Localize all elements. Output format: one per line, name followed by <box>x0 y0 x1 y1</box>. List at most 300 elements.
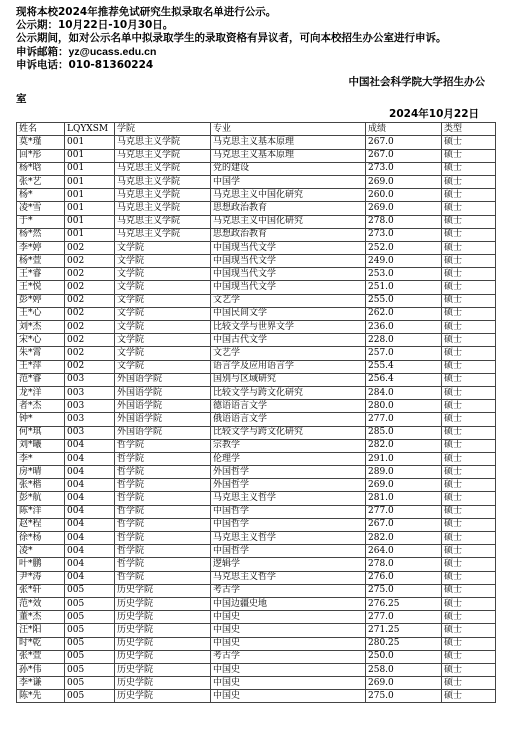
cell-code: 003 <box>65 413 115 426</box>
cell-major: 思想政治教育 <box>211 202 366 215</box>
cell-major: 马克思主义基本原理 <box>211 136 366 149</box>
table-row <box>17 663 496 676</box>
cell-code: 002 <box>65 321 115 334</box>
cell-score: 277.0 <box>366 413 442 426</box>
cell-code: 003 <box>65 373 115 386</box>
cell-score: 250.0 <box>366 650 442 663</box>
cell-school: 文学院 <box>115 347 211 360</box>
cell-name: 范*睿 <box>17 373 65 386</box>
cell-school: 外国语学院 <box>115 426 211 439</box>
cell-name: 叶*鹏 <box>17 558 65 571</box>
cell-type: 硕士 <box>442 492 496 505</box>
table-row <box>17 321 496 334</box>
cell-type: 硕士 <box>442 611 496 624</box>
cell-type: 硕士 <box>442 136 496 149</box>
table-row <box>17 624 496 637</box>
cell-school: 马克思主义学院 <box>115 136 211 149</box>
cell-score: 275.0 <box>366 584 442 597</box>
cell-code: 001 <box>65 189 115 202</box>
table-body <box>17 136 496 703</box>
table-row <box>17 413 496 426</box>
table-row <box>17 294 496 307</box>
table-row <box>17 281 496 294</box>
cell-score: 252.0 <box>366 241 442 254</box>
cell-name: 孙*伟 <box>17 663 65 676</box>
cell-type: 硕士 <box>442 228 496 241</box>
cell-name: 者*杰 <box>17 400 65 413</box>
cell-code: 002 <box>65 281 115 294</box>
cell-major: 中国现当代文学 <box>211 255 366 268</box>
cell-code: 003 <box>65 400 115 413</box>
cell-code: 005 <box>65 624 115 637</box>
cell-school: 历史学院 <box>115 650 211 663</box>
cell-score: 273.0 <box>366 228 442 241</box>
cell-type: 硕士 <box>442 532 496 545</box>
cell-name: 李*婷 <box>17 241 65 254</box>
cell-score: 262.0 <box>366 307 442 320</box>
cell-type: 硕士 <box>442 307 496 320</box>
cell-code: 001 <box>65 162 115 175</box>
cell-school: 哲学院 <box>115 545 211 558</box>
cell-type: 硕士 <box>442 518 496 531</box>
cell-major: 考古学 <box>211 650 366 663</box>
cell-type: 硕士 <box>442 321 496 334</box>
cell-score: 275.0 <box>366 690 442 703</box>
table-row <box>17 373 496 386</box>
header-name: 姓名 <box>17 123 65 136</box>
table-row <box>17 202 496 215</box>
table-row <box>17 162 496 175</box>
cell-major: 中国哲学 <box>211 545 366 558</box>
cell-code: 001 <box>65 202 115 215</box>
cell-score: 277.0 <box>366 611 442 624</box>
table-row <box>17 558 496 571</box>
cell-school: 马克思主义学院 <box>115 215 211 228</box>
cell-type: 硕士 <box>442 426 496 439</box>
header-code: LQYXSM <box>65 123 115 136</box>
appeal-phone-number: 010-81360224 <box>68 58 154 71</box>
cell-code: 002 <box>65 347 115 360</box>
table-row <box>17 241 496 254</box>
table-row <box>17 175 496 188</box>
cell-code: 002 <box>65 294 115 307</box>
cell-school: 外国语学院 <box>115 373 211 386</box>
table-row <box>17 479 496 492</box>
cell-school: 文学院 <box>115 334 211 347</box>
table-header-row <box>17 123 496 136</box>
cell-name: 汪*阳 <box>17 624 65 637</box>
cell-type: 硕士 <box>442 677 496 690</box>
cell-major: 马克思主义基本原理 <box>211 149 366 162</box>
cell-school: 外国语学院 <box>115 386 211 399</box>
cell-school: 马克思主义学院 <box>115 162 211 175</box>
cell-score: 267.0 <box>366 136 442 149</box>
cell-type: 硕士 <box>442 255 496 268</box>
cell-type: 硕士 <box>442 334 496 347</box>
cell-name: 于* <box>17 215 65 228</box>
table-row <box>17 584 496 597</box>
cell-score: 267.0 <box>366 149 442 162</box>
cell-score: 264.0 <box>366 545 442 558</box>
header-score: 成绩 <box>366 123 442 136</box>
cell-name: 李*谦 <box>17 677 65 690</box>
notice-appeal: 公示期间，如对公示名单中拟录取学生的录取资格有异议者，可向本校招生办公室进行申诉。 <box>16 32 447 45</box>
table-row <box>17 518 496 531</box>
cell-score: 280.25 <box>366 637 442 650</box>
cell-major: 俄语语言文学 <box>211 413 366 426</box>
cell-score: 251.0 <box>366 281 442 294</box>
admission-table <box>16 122 496 703</box>
cell-type: 硕士 <box>442 584 496 597</box>
cell-name: 杨*萱 <box>17 255 65 268</box>
cell-major: 党的建设 <box>211 162 366 175</box>
cell-type: 硕士 <box>442 281 496 294</box>
cell-school: 历史学院 <box>115 624 211 637</box>
cell-school: 历史学院 <box>115 597 211 610</box>
cell-score: 273.0 <box>366 162 442 175</box>
cell-score: 249.0 <box>366 255 442 268</box>
cell-type: 硕士 <box>442 624 496 637</box>
cell-major: 中国古代文学 <box>211 334 366 347</box>
cell-name: 范*效 <box>17 597 65 610</box>
cell-name: 回*彤 <box>17 149 65 162</box>
table-row <box>17 136 496 149</box>
cell-school: 哲学院 <box>115 518 211 531</box>
table-row <box>17 386 496 399</box>
cell-name: 张*萱 <box>17 650 65 663</box>
cell-score: 255.0 <box>366 294 442 307</box>
cell-code: 004 <box>65 452 115 465</box>
cell-code: 004 <box>65 518 115 531</box>
cell-major: 中国史 <box>211 637 366 650</box>
cell-major: 中国哲学 <box>211 518 366 531</box>
cell-score: 281.0 <box>366 492 442 505</box>
cell-score: 228.0 <box>366 334 442 347</box>
cell-school: 哲学院 <box>115 466 211 479</box>
cell-school: 哲学院 <box>115 492 211 505</box>
appeal-phone-label: 申诉电话： <box>16 58 69 71</box>
cell-score: 285.0 <box>366 426 442 439</box>
cell-name: 王*悦 <box>17 281 65 294</box>
cell-score: 267.0 <box>366 518 442 531</box>
cell-name: 张*楷 <box>17 479 65 492</box>
cell-major: 德语语言文学 <box>211 400 366 413</box>
cell-code: 005 <box>65 663 115 676</box>
cell-score: 278.0 <box>366 215 442 228</box>
cell-code: 004 <box>65 545 115 558</box>
cell-school: 文学院 <box>115 268 211 281</box>
cell-code: 001 <box>65 136 115 149</box>
cell-type: 硕士 <box>442 162 496 175</box>
cell-type: 硕士 <box>442 373 496 386</box>
table-row <box>17 189 496 202</box>
cell-code: 004 <box>65 532 115 545</box>
cell-school: 文学院 <box>115 294 211 307</box>
table-row <box>17 545 496 558</box>
cell-major: 中国史 <box>211 611 366 624</box>
cell-name: 时*乾 <box>17 637 65 650</box>
cell-code: 004 <box>65 439 115 452</box>
cell-name: 朱*霄 <box>17 347 65 360</box>
cell-code: 004 <box>65 505 115 518</box>
cell-major: 比较文学与跨文化研究 <box>211 426 366 439</box>
cell-major: 中国史 <box>211 690 366 703</box>
cell-name: 何*琪 <box>17 426 65 439</box>
cell-school: 历史学院 <box>115 611 211 624</box>
cell-type: 硕士 <box>442 202 496 215</box>
cell-name: 赵*程 <box>17 518 65 531</box>
cell-score: 258.0 <box>366 663 442 676</box>
table-row <box>17 215 496 228</box>
cell-code: 004 <box>65 571 115 584</box>
cell-name: 尹*涛 <box>17 571 65 584</box>
cell-school: 马克思主义学院 <box>115 189 211 202</box>
cell-type: 硕士 <box>442 571 496 584</box>
cell-school: 外国语学院 <box>115 413 211 426</box>
cell-code: 001 <box>65 215 115 228</box>
cell-score: 271.25 <box>366 624 442 637</box>
cell-major: 中国民间文学 <box>211 307 366 320</box>
cell-major: 文艺学 <box>211 294 366 307</box>
cell-major: 宗教学 <box>211 439 366 452</box>
cell-major: 思想政治教育 <box>211 228 366 241</box>
cell-major: 考古学 <box>211 584 366 597</box>
table-row <box>17 334 496 347</box>
cell-code: 005 <box>65 597 115 610</box>
cell-score: 276.0 <box>366 571 442 584</box>
cell-major: 中国史 <box>211 677 366 690</box>
cell-code: 002 <box>65 255 115 268</box>
table-row <box>17 347 496 360</box>
cell-type: 硕士 <box>442 175 496 188</box>
cell-name: 王*心 <box>17 307 65 320</box>
cell-score: 289.0 <box>366 466 442 479</box>
cell-major: 外国哲学 <box>211 479 366 492</box>
cell-school: 历史学院 <box>115 677 211 690</box>
cell-major: 中国哲学 <box>211 505 366 518</box>
cell-type: 硕士 <box>442 545 496 558</box>
cell-score: 255.4 <box>366 360 442 373</box>
issue-date: 2024年10月22日 <box>389 108 479 121</box>
cell-school: 哲学院 <box>115 505 211 518</box>
appeal-email-line <box>16 46 495 59</box>
cell-major: 中国边疆史地 <box>211 597 366 610</box>
cell-major: 马克思主义哲学 <box>211 571 366 584</box>
cell-code: 005 <box>65 650 115 663</box>
table-row <box>17 268 496 281</box>
cell-code: 004 <box>65 479 115 492</box>
cell-score: 282.0 <box>366 532 442 545</box>
appeal-email-label: 申诉邮箱： <box>16 45 69 58</box>
table-row <box>17 149 496 162</box>
issuing-office-wrap: 室 <box>16 93 27 106</box>
cell-school: 文学院 <box>115 321 211 334</box>
cell-type: 硕士 <box>442 452 496 465</box>
cell-name: 张*轩 <box>17 584 65 597</box>
table-row <box>17 637 496 650</box>
cell-name: 房*晴 <box>17 466 65 479</box>
table-row <box>17 360 496 373</box>
cell-type: 硕士 <box>442 360 496 373</box>
table-row <box>17 492 496 505</box>
table-row <box>17 307 496 320</box>
table-row <box>17 400 496 413</box>
cell-type: 硕士 <box>442 149 496 162</box>
table-row <box>17 426 496 439</box>
cell-school: 哲学院 <box>115 452 211 465</box>
cell-school: 哲学院 <box>115 439 211 452</box>
cell-score: 253.0 <box>366 268 442 281</box>
cell-name: 杨* <box>17 189 65 202</box>
cell-major: 外国哲学 <box>211 466 366 479</box>
cell-school: 文学院 <box>115 255 211 268</box>
cell-type: 硕士 <box>442 215 496 228</box>
table-row <box>17 571 496 584</box>
cell-type: 硕士 <box>442 637 496 650</box>
cell-school: 文学院 <box>115 281 211 294</box>
cell-type: 硕士 <box>442 413 496 426</box>
cell-name: 王*萍 <box>17 360 65 373</box>
cell-code: 001 <box>65 149 115 162</box>
notice-intro: 现将本校2024年推荐免试研究生拟录取名单进行公示。 <box>16 6 277 18</box>
cell-name: 刘*曦 <box>17 439 65 452</box>
cell-name: 张*艺 <box>17 175 65 188</box>
cell-school: 文学院 <box>115 241 211 254</box>
cell-name: 莫*瑾 <box>17 136 65 149</box>
cell-name: 宋*心 <box>17 334 65 347</box>
cell-name: 杨*然 <box>17 228 65 241</box>
cell-type: 硕士 <box>442 347 496 360</box>
cell-name: 彭*婷 <box>17 294 65 307</box>
table-row <box>17 690 496 703</box>
cell-name: 钟* <box>17 413 65 426</box>
appeal-email-link[interactable]: yz@ucass.edu.cn <box>68 45 157 58</box>
table-row <box>17 439 496 452</box>
table-row <box>17 611 496 624</box>
cell-major: 马克思主义中国化研究 <box>211 215 366 228</box>
table-row <box>17 597 496 610</box>
cell-score: 257.0 <box>366 347 442 360</box>
cell-score: 269.0 <box>366 479 442 492</box>
cell-code: 001 <box>65 228 115 241</box>
cell-type: 硕士 <box>442 663 496 676</box>
table-row <box>17 532 496 545</box>
table-row <box>17 255 496 268</box>
cell-name: 凌*雪 <box>17 202 65 215</box>
cell-score: 282.0 <box>366 439 442 452</box>
cell-type: 硕士 <box>442 597 496 610</box>
cell-major: 中国现当代文学 <box>211 281 366 294</box>
cell-name: 董*杰 <box>17 611 65 624</box>
cell-major: 马克思主义哲学 <box>211 492 366 505</box>
cell-type: 硕士 <box>442 294 496 307</box>
cell-type: 硕士 <box>442 268 496 281</box>
cell-school: 历史学院 <box>115 663 211 676</box>
cell-code: 004 <box>65 558 115 571</box>
cell-name: 彭*航 <box>17 492 65 505</box>
cell-major: 文艺学 <box>211 347 366 360</box>
cell-name: 刘*杰 <box>17 321 65 334</box>
notice-block <box>16 6 495 72</box>
cell-major: 中国现当代文学 <box>211 241 366 254</box>
cell-code: 005 <box>65 611 115 624</box>
cell-score: 291.0 <box>366 452 442 465</box>
cell-major: 马克思主义哲学 <box>211 532 366 545</box>
cell-school: 外国语学院 <box>115 400 211 413</box>
cell-name: 龙*洋 <box>17 386 65 399</box>
cell-major: 中国史 <box>211 624 366 637</box>
cell-major: 中国史 <box>211 663 366 676</box>
cell-code: 002 <box>65 360 115 373</box>
cell-type: 硕士 <box>442 690 496 703</box>
cell-code: 002 <box>65 241 115 254</box>
header-major: 专业 <box>211 123 366 136</box>
cell-code: 004 <box>65 466 115 479</box>
table-row <box>17 452 496 465</box>
cell-score: 269.0 <box>366 677 442 690</box>
cell-school: 马克思主义学院 <box>115 175 211 188</box>
cell-score: 278.0 <box>366 558 442 571</box>
cell-code: 002 <box>65 334 115 347</box>
cell-code: 001 <box>65 175 115 188</box>
cell-name: 徐*杨 <box>17 532 65 545</box>
cell-major: 国别与区域研究 <box>211 373 366 386</box>
cell-major: 马克思主义中国化研究 <box>211 189 366 202</box>
cell-major: 伦理学 <box>211 452 366 465</box>
cell-name: 李* <box>17 452 65 465</box>
appeal-phone-line <box>16 59 495 72</box>
cell-name: 杨*晗 <box>17 162 65 175</box>
issuing-office: 中国社会科学院大学招生办公 <box>348 76 485 89</box>
cell-school: 历史学院 <box>115 637 211 650</box>
cell-school: 马克思主义学院 <box>115 149 211 162</box>
cell-major: 语言学及应用语言学 <box>211 360 366 373</box>
cell-score: 236.0 <box>366 321 442 334</box>
cell-score: 269.0 <box>366 202 442 215</box>
cell-name: 陈*先 <box>17 690 65 703</box>
cell-score: 276.25 <box>366 597 442 610</box>
cell-type: 硕士 <box>442 386 496 399</box>
cell-type: 硕士 <box>442 400 496 413</box>
cell-score: 280.0 <box>366 400 442 413</box>
cell-school: 马克思主义学院 <box>115 202 211 215</box>
cell-score: 277.0 <box>366 505 442 518</box>
cell-major: 中国学 <box>211 175 366 188</box>
cell-type: 硕士 <box>442 505 496 518</box>
cell-code: 003 <box>65 426 115 439</box>
cell-type: 硕士 <box>442 466 496 479</box>
cell-school: 历史学院 <box>115 690 211 703</box>
cell-code: 005 <box>65 637 115 650</box>
cell-school: 文学院 <box>115 360 211 373</box>
cell-school: 哲学院 <box>115 479 211 492</box>
cell-code: 003 <box>65 386 115 399</box>
cell-type: 硕士 <box>442 439 496 452</box>
notice-period: 公示期：10月22日-10月30日。 <box>16 19 174 32</box>
cell-major: 逻辑学 <box>211 558 366 571</box>
cell-school: 哲学院 <box>115 571 211 584</box>
cell-school: 马克思主义学院 <box>115 228 211 241</box>
cell-code: 004 <box>65 492 115 505</box>
cell-school: 文学院 <box>115 307 211 320</box>
cell-score: 269.0 <box>366 175 442 188</box>
cell-code: 005 <box>65 690 115 703</box>
cell-name: 陈*洋 <box>17 505 65 518</box>
cell-type: 硕士 <box>442 479 496 492</box>
cell-major: 比较文学与世界文学 <box>211 321 366 334</box>
cell-type: 硕士 <box>442 189 496 202</box>
cell-school: 哲学院 <box>115 532 211 545</box>
